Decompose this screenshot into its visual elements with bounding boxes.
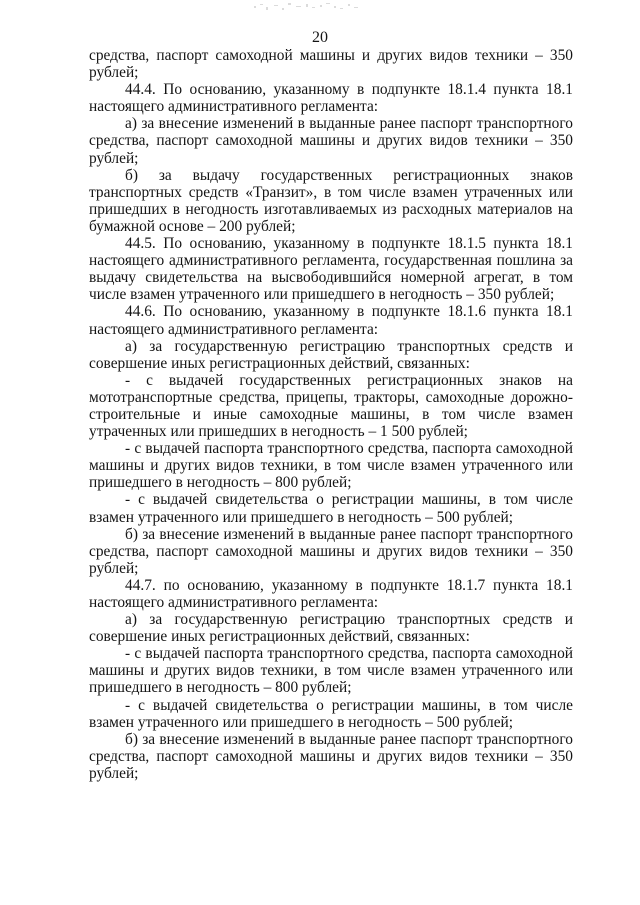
paragraph: - с выдачей свидетельства о регистрации машины, в том числе взамен утраченного или пришедшего в негодность – 500 рублей; — [89, 491, 573, 526]
paragraph: б) за внесение изменений в выданные ранее паспорт транспортного средства, паспорт самоходной машины и других видов техники – 350 рублей; — [89, 730, 573, 782]
paragraph: а) за внесение изменений в выданные ранее паспорт транспортного средства, паспорт самоходной машины и других видов техники – 350 рублей; — [89, 115, 573, 167]
paragraph: - с выдачей свидетельства о регистрации машины, в том числе взамен утраченного или пришедшего в негодность – 500 рублей; — [89, 696, 573, 731]
paragraph: 44.4. По основанию, указанному в подпункте 18.1.4 пункта 18.1 настоящего административного регламента: — [89, 81, 573, 116]
paragraph: а) за государственную регистрацию транспортных средств и совершение иных регистрационных действий, связанных: — [89, 611, 573, 646]
paragraph: - с выдачей паспорта транспортного средства, паспорта самоходной машины и других видов техники, в том числе взамен утраченного или пришедшего в негодность – 800 рублей; — [89, 645, 573, 697]
paragraph: 44.5. По основанию, указанному в подпункте 18.1.5 пункта 18.1 настоящего административного регламента, государственная пошлина за выдачу свидетельства на высвободившийся номерной агрегат, в том числе взамен утраченного или пришедшего в негодность – 350 рублей; — [89, 235, 573, 304]
paragraph: а) за государственную регистрацию транспортных средств и совершение иных регистрационных действий, связанных: — [89, 337, 573, 372]
paragraph: 44.6. По основанию, указанному в подпункте 18.1.6 пункта 18.1 настоящего административного регламента: — [89, 303, 573, 338]
paragraph: - с выдачей паспорта транспортного средства, паспорта самоходной машины и других видов техники, в том числе взамен утраченного или пришедшего в негодность – 800 рублей; — [89, 440, 573, 492]
document-body — [89, 47, 573, 782]
paragraph: - с выдачей государственных регистрационных знаков на мототранспортные средства, прицепы, тракторы, самоходные дорожно-строительные и иные самоходные машины, в том числе взамен утраченных или пришедших в негодность – 1 500 рублей; — [89, 371, 573, 441]
scan-artifact-mark — [248, 0, 368, 14]
page-number: 20 — [312, 29, 328, 46]
paragraph: б) за выдачу государственных регистрационных знаков транспортных средств «Транзит», в том числе взамен утраченных или пришедших в негодность изготавливаемых из расходных материалов на бумажной основе – 200 рублей; — [89, 166, 573, 235]
paragraph: б) за внесение изменений в выданные ранее паспорт транспортного средства, паспорт самоходной машины и других видов техники – 350 рублей; — [89, 525, 573, 577]
paragraph: 44.7. по основанию, указанному в подпункте 18.1.7 пункта 18.1 настоящего административного регламента: — [89, 576, 573, 611]
paragraph: средства, паспорт самоходной машины и других видов техники – 350 рублей; — [89, 47, 573, 82]
